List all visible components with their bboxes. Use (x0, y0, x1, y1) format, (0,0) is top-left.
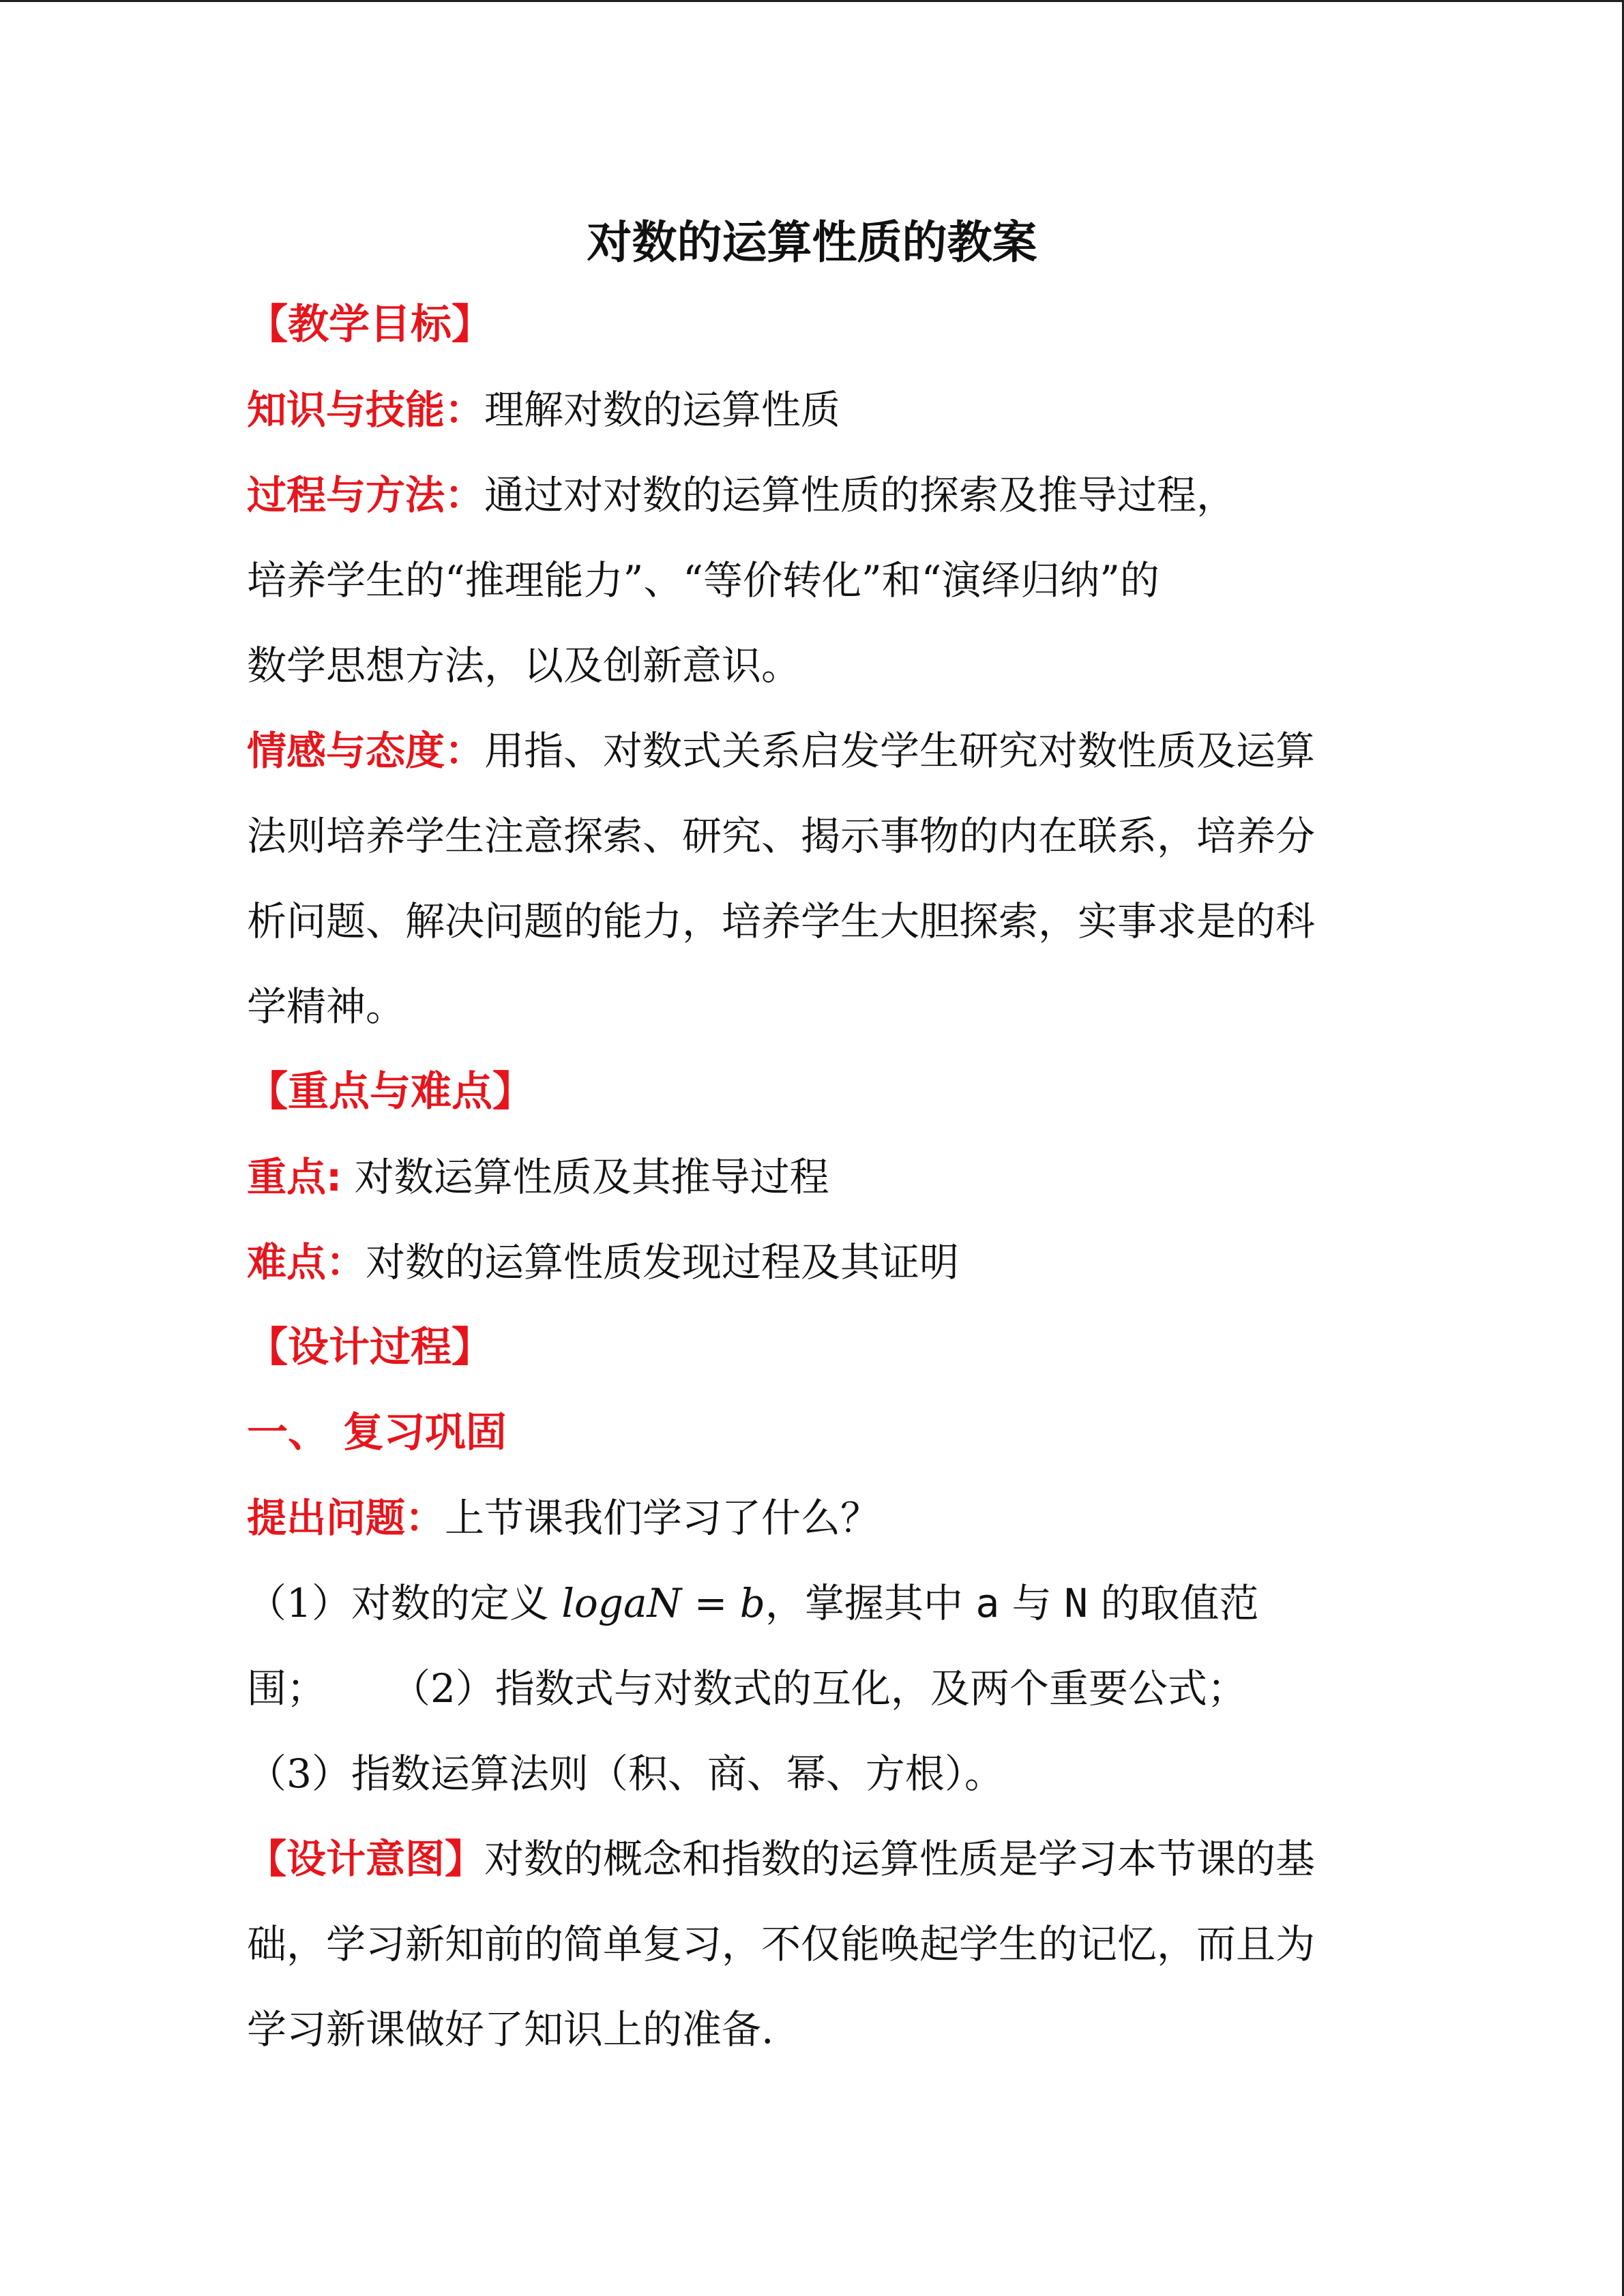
knowledge-skills-line (247, 370, 1379, 449)
item1-suffix: 的取值范 (1088, 1580, 1259, 1626)
section-one-heading: 一、 复习巩固 (247, 1409, 507, 1457)
design-process-heading: 【设计过程】 (247, 1324, 492, 1371)
variable-n: N (1064, 1580, 1089, 1626)
process-text-2: 培养学生的“推理能力”、“等价转化”和“演绎归纳”的 (247, 557, 1160, 603)
review-item-1 (247, 1564, 1379, 1643)
item1-cont: 围； (247, 1665, 327, 1712)
review-item-2: （2）指数式与对数式的互化，及两个重要公式； (391, 1665, 1247, 1712)
process-text-3: 数学思想方法，以及创新意识。 (247, 642, 801, 689)
process-label: 过程与方法： (247, 472, 485, 518)
process-methods-line (247, 456, 1379, 535)
knowledge-text: 理解对数的运算性质 (484, 387, 841, 433)
emotion-text-4: 学精神。 (247, 983, 406, 1030)
difficulty-line (247, 1223, 1379, 1302)
log-formula: logaN = b (561, 1580, 765, 1626)
intent-text-1: 对数的概念和指数的运算性质是学习本节课的基 (484, 1836, 1316, 1882)
focus-label: 重点: (247, 1154, 342, 1200)
objectives-heading: 【教学目标】 (247, 301, 492, 348)
emotion-text-1: 用指、对数式关系启发学生研究对数性质及运算 (484, 728, 1316, 774)
design-intent-line (247, 1819, 1379, 1898)
question-label: 提出问题： (247, 1495, 445, 1541)
item1-mid: ，掌握其中 (765, 1580, 976, 1626)
emotion-label: 情感与态度： (247, 728, 485, 774)
question-text: 上节课我们学习了什么？ (445, 1495, 881, 1541)
document-title: 对数的运算性质的教案 (587, 216, 1037, 269)
intent-text-2: 础，学习新知前的简单复习，不仅能唤起学生的记忆，而且为 (247, 1921, 1316, 1967)
emotion-text-2: 法则培养学生注意探索、研究、揭示事物的内在联系，培养分 (247, 813, 1316, 859)
intent-text-3: 学习新课做好了知识上的准备. (247, 2006, 774, 2053)
intent-label: 【设计意图】 (247, 1836, 485, 1882)
emotion-text-3: 析问题、解决问题的能力，培养学生大胆探索，实事求是的科 (247, 898, 1316, 944)
emotion-attitude-line (247, 711, 1379, 790)
knowledge-label: 知识与技能： (247, 387, 485, 433)
difficulty-text: 对数的运算性质发现过程及其证明 (366, 1239, 960, 1285)
item1-and: 与 (999, 1580, 1065, 1626)
focus-line (247, 1137, 1379, 1217)
review-items-line (247, 1649, 1379, 1728)
key-points-heading: 【重点与难点】 (247, 1068, 533, 1116)
process-text-1: 通过对对数的运算性质的探索及推导过程， (484, 472, 1237, 518)
difficulty-label: 难点： (247, 1239, 366, 1285)
item1-prefix: （1）对数的定义 (247, 1580, 562, 1626)
review-item-3: （3）指数运算法则（积、商、幂、方根）。 (247, 1750, 1004, 1797)
variable-a: a (975, 1580, 1000, 1626)
focus-text: 对数运算性质及其推导过程 (342, 1154, 829, 1200)
question-line (247, 1478, 1379, 1557)
